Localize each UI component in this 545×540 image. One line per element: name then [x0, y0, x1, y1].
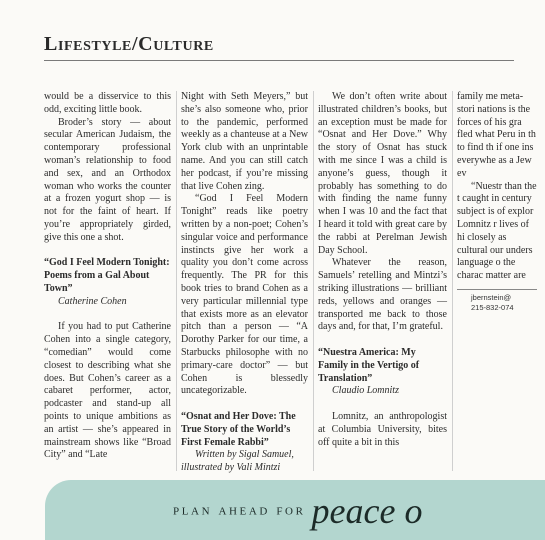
- paragraph: Broder’s story — about secular American Judaism, the contemporary professional woman’s relationship to food and sex, and an Orthodox woman who works the counter at a frozen yogurt shop — is not for the faint of heart. If you’re appropriately girded, give this one a shot.: [44, 116, 171, 243]
- book-author: Claudio Lomnitz: [332, 385, 399, 397]
- paragraph: Lomnitz, an anthropologist at Columbia University, bites off quite a bit in this: [318, 410, 447, 448]
- header-rule: [44, 60, 514, 61]
- column-divider: [176, 91, 177, 471]
- book-author: Catherine Cohen: [58, 295, 127, 307]
- paragraph: We don’t often write about illustrated children’s books, but an exception must be made for “Osnat and Her Dove.” Why the story of Osnat has stuck with me since I was a child is anyone’s guess, though it probably has something to do with finding the name funny when I was 10 and the fact that I heard it told with great care by the rabbi at Perelman Jewish Day School.: [318, 91, 447, 256]
- paragraph: family me meta-stori nations is the forces of his gra fled what Peru in th to find th if one ins everywhe as a Jew ev: [457, 91, 536, 179]
- article-column-3: [318, 91, 447, 449]
- book-author: Written by Sigal Samuel, illustrated by Vali Mintzi: [181, 449, 294, 474]
- contact-phone: 215-832-074: [471, 302, 514, 312]
- contact-rule: [457, 289, 537, 290]
- book-title: “God I Feel Modern Tonight: Poems from a Gal About Town”: [44, 257, 170, 294]
- paragraph: If you had to put Catherine Cohen into a single category, “comedian” would come closest to describing what she does. But Cohen’s career as a cabaret performer, actor, podcaster and stand-up all points to unique ambitions as an artist — she’s appeared in mainstream shows like “Broad City” and “Late: [44, 321, 171, 461]
- ad-prefix-text: plan ahead for: [173, 502, 306, 519]
- contact-email: jbernstein@: [471, 292, 512, 302]
- article-column-2: [181, 91, 308, 475]
- article-column-1: [44, 91, 171, 462]
- paragraph: Night with Seth Meyers,” but she’s also someone who, prior to the pandemic, performed weekly as a chanteuse at a New York club with an unprintable name. And you can still catch her podcast, if you’re missing that live Cohen zing.: [181, 91, 308, 192]
- book-title: “Osnat and Her Dove: The True Story of the World’s First Female Rabbi”: [181, 410, 296, 448]
- column-divider: [452, 91, 453, 471]
- ad-headline: [173, 490, 422, 532]
- book-title: “Nuestra America: My Family in the Vertigo of Translation”: [318, 346, 420, 384]
- paragraph: Whatever the reason, Samuels’ retelling and Mintzi’s striking illustrations — brilliant reds, yellows and oranges — transported me back to those days and, for that, I’m grateful.: [318, 257, 447, 333]
- ad-script-text: peace o: [311, 491, 423, 531]
- article-column-4: [457, 91, 537, 313]
- paragraph: would be a disservice to this odd, exciting little book.: [44, 91, 171, 115]
- section-header: Lifestyle/Culture: [44, 33, 214, 55]
- paragraph: “Nuestr than the t caught in century subject is of explor Lomnitz r lives of hi closely as cultural our unders language o the charac matter are: [457, 180, 537, 282]
- column-divider: [313, 91, 314, 471]
- paragraph: “God I Feel Modern Tonight” reads like poetry written by a non-poet; Cohen’s singular voice and performance instincts give her work a quality you don’t come across frequently. The PR for this book tries to brand Cohen as a very particular millennial type that exists more as an elevator pitch than a person — “A Dorothy Parker for our time, a Starbucks philosophe with no primary-care doctor” — but Cohen is blessedly uncategorizable.: [181, 193, 308, 397]
- advertisement-banner: [45, 480, 545, 540]
